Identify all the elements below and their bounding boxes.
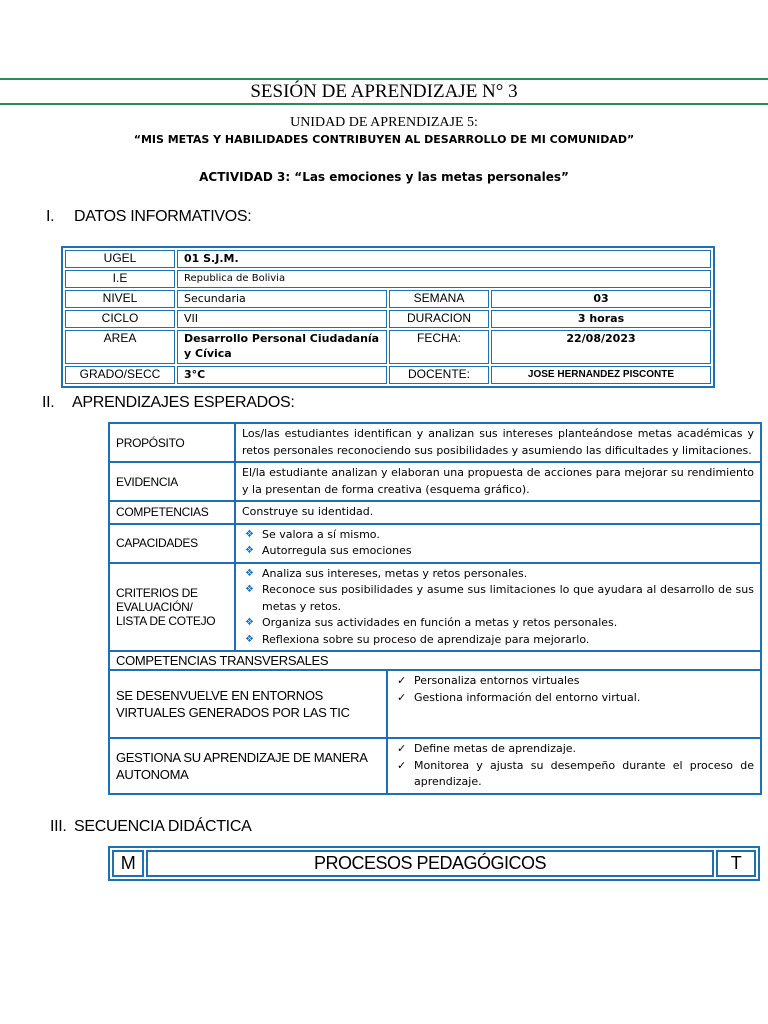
check-icon: ✓	[397, 674, 407, 687]
table-row	[109, 651, 761, 670]
diamond-bullet-icon: ❖	[245, 567, 254, 579]
criterios-cell	[235, 563, 761, 652]
capacidades-cell	[235, 524, 761, 563]
semana-label: SEMANA	[389, 290, 489, 308]
competencias-text: Construye su identidad.	[235, 501, 761, 524]
diamond-bullet-icon: ❖	[245, 617, 254, 628]
table-row	[109, 462, 761, 501]
secuencia-table	[108, 846, 760, 881]
list-item: ✓ Gestiona información del entorno virtual.	[414, 690, 754, 707]
transversales-label: COMPETENCIAS TRANSVERSALES	[109, 651, 761, 670]
diamond-bullet-icon: ❖	[245, 584, 254, 595]
col-m-header: M	[112, 850, 144, 877]
list-item: ❖ Organiza sus actividades en función a metas y retos personales.	[262, 615, 754, 632]
tic-list	[394, 673, 754, 706]
evidencia-text: El/la estudiante analizan y elaboran una propuesta de acciones para mejorar su rendimiento y la presentan de forma creativa (esquema gráfico).	[235, 462, 761, 501]
ugel-value: 01 S.J.M.	[177, 250, 711, 268]
section-1-heading	[46, 208, 251, 226]
unit-name: “MIS METAS Y HABILIDADES CONTRIBUYEN AL DESARROLLO DE MI COMUNIDAD”	[133, 133, 635, 146]
tic-label: SE DESENVUELVE EN ENTORNOS VIRTUALES GENERADOS POR LAS TIC	[109, 670, 387, 738]
activity-title: ACTIVIDAD 3: “Las emociones y las metas personales”	[199, 170, 569, 184]
docente-label: DOCENTE:	[389, 366, 489, 384]
unit-label: UNIDAD DE APRENDIZAJE 5:	[290, 115, 478, 130]
section-2-title: APRENDIZAJES ESPERADOS:	[72, 394, 295, 411]
grado-value: 3°C	[177, 366, 387, 384]
list-item: ❖ Reconoce sus posibilidades y asume sus limitaciones lo que ayudara al desarrollo de sus metas y retos.	[245, 583, 754, 613]
list-item: ✓ Monitorea y ajusta su desempeño durante el proceso de aprendizaje.	[397, 758, 754, 788]
list-item: ❖ Autorregula sus emociones	[262, 543, 754, 560]
duracion-label: DURACION	[389, 310, 489, 328]
tic-cell	[387, 670, 761, 738]
list-item: ✓ Define metas de aprendizaje.	[414, 741, 754, 758]
duracion-value: 3 horas	[491, 310, 711, 328]
nivel-value: Secundaria	[177, 290, 387, 308]
docente-value: JOSE HERNANDEZ PISCONTE	[491, 366, 711, 384]
criterios-label: CRITERIOS DE EVALUACIÓN/ LISTA DE COTEJO	[109, 563, 235, 652]
table-row	[65, 330, 711, 364]
table-row	[65, 366, 711, 384]
list-item: ✓ Personaliza entornos virtuales	[414, 673, 754, 690]
table-row	[65, 290, 711, 308]
section-2-heading	[42, 394, 295, 412]
table-row	[109, 563, 761, 652]
area-value: Desarrollo Personal Ciudadanía y Cívica	[177, 330, 387, 364]
area-label: AREA	[65, 330, 175, 364]
table-row	[109, 524, 761, 563]
section-3-number: III.	[50, 818, 67, 835]
list-item: ❖ Analiza sus intereses, metas y retos personales.	[262, 566, 754, 583]
diamond-bullet-icon: ❖	[245, 633, 254, 645]
table-row	[65, 310, 711, 328]
fecha-label: FECHA:	[389, 330, 489, 364]
ie-value: Republica de Bolivia	[177, 270, 711, 288]
section-3-heading	[50, 818, 251, 836]
col-procesos-header: PROCESOS PEDAGÓGICOS	[146, 850, 714, 877]
table-row	[109, 501, 761, 524]
capacidades-label: CAPACIDADES	[109, 524, 235, 563]
table-row	[112, 850, 756, 877]
nivel-label: NIVEL	[65, 290, 175, 308]
autonoma-cell	[387, 738, 761, 794]
list-item: ❖ Se valora a sí mismo.	[262, 527, 754, 544]
list-item: ❖ Reflexiona sobre su proceso de aprendizaje para mejorarlo.	[262, 632, 754, 649]
section-1-number: I.	[46, 208, 55, 225]
fecha-value: 22/08/2023	[491, 330, 711, 364]
competencias-label: COMPETENCIAS	[109, 501, 235, 524]
evidencia-label: EVIDENCIA	[109, 462, 235, 501]
aprendizajes-table	[108, 422, 762, 795]
ciclo-value: VII	[177, 310, 387, 328]
datos-informativos-table	[61, 246, 715, 388]
criterios-list	[242, 566, 754, 649]
table-row	[65, 250, 711, 268]
proposito-text: Los/las estudiantes identifican y analizan sus intereses planteándose metas académicas y retos personales reconociendo sus posibilidades y asumiendo las dificultades y limitaciones.	[235, 423, 761, 462]
section-1-title: DATOS INFORMATIVOS:	[74, 208, 252, 225]
diamond-bullet-icon: ❖	[245, 545, 254, 556]
grado-label: GRADO/SECC	[65, 366, 175, 384]
proposito-label: PROPÓSITO	[109, 423, 235, 462]
page-title: SESIÓN DE APRENDIZAJE N° 3	[250, 81, 518, 102]
ugel-label: UGEL	[65, 250, 175, 268]
ciclo-label: CICLO	[65, 310, 175, 328]
table-row	[109, 670, 761, 738]
table-row	[109, 423, 761, 462]
section-3-title: SECUENCIA DIDÁCTICA	[74, 818, 252, 835]
semana-value: 03	[491, 290, 711, 308]
capacidades-list	[242, 527, 754, 560]
table-row	[65, 270, 711, 288]
section-2-number: II.	[42, 394, 55, 411]
diamond-bullet-icon: ❖	[245, 528, 254, 540]
check-icon: ✓	[397, 742, 407, 755]
check-icon: ✓	[397, 690, 407, 704]
title-rule	[0, 103, 768, 105]
col-t-header: T	[716, 850, 756, 877]
check-icon: ✓	[397, 758, 407, 772]
autonoma-label: GESTIONA SU APRENDIZAJE DE MANERA AUTONOMA	[109, 738, 387, 794]
table-row	[109, 738, 761, 794]
ie-label: I.E	[65, 270, 175, 288]
autonoma-list	[394, 741, 754, 791]
